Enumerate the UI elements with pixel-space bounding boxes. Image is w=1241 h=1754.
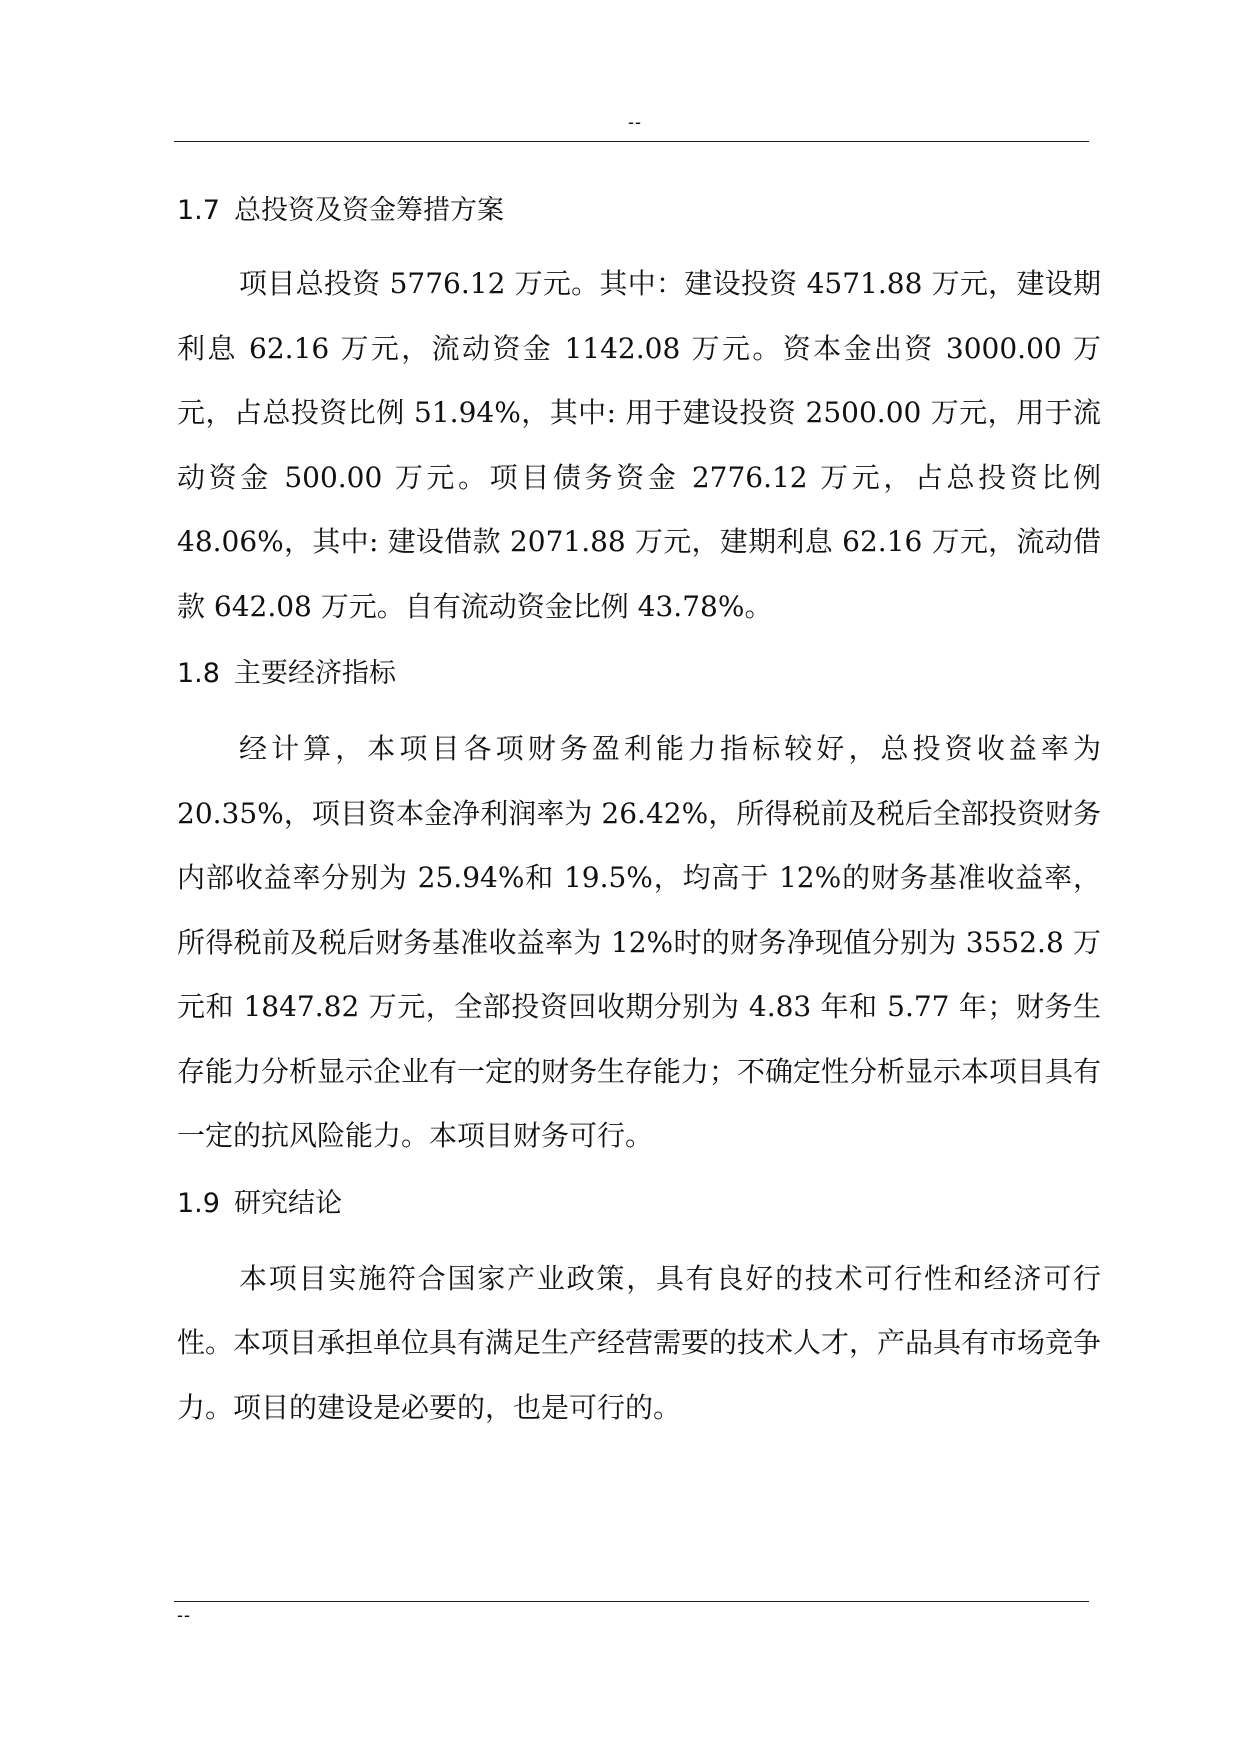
section-heading-1-7 bbox=[177, 186, 1101, 236]
section-paragraph-1-8: 经计算，本项目各项财务盈利能力指标较好，总投资收益率为 20.35%，项目资本金净利润率为 26.42%，所得税前及税后全部投资财务内部收益率分别为 25.94%和 19.5%，均高于 12%的财务基准收益率，所得税前及税后财务基准收益率为 12%时的财务净现值分别为 3552.8 万元和 1847.82 万元，全部投资回收期分别为 4.83 年和 5.77 年；财务生存能力分析显示企业有一定的财务生存能力；不确定性分析显示本项目具有一定的抗风险能力。本项目财务可行。 bbox=[177, 732, 1102, 1152]
section-paragraph-1-7: 项目总投资 5776.12 万元。其中：建设投资 4571.88 万元，建设期利息 62.16 万元，流动资金 1142.08 万元。资本金出资 3000.00 万元，占总投资比例 51.94%，其中: 用于建设投资 2500.00 万元，用于流动资金 500.00 万元。项目债务资金 2776.12 万元，占总投资比例 48.06%，其中: 建设借款 2071.88 万元，建期利息 62.16 万元，流动借款 642.08 万元。自有流动资金比例 43.78%。 bbox=[177, 267, 1101, 623]
page-footer-mark: -- bbox=[177, 1605, 191, 1625]
page-header-mark: -- bbox=[628, 112, 642, 132]
section-heading-1-9 bbox=[177, 1179, 1101, 1229]
section-title: 总投资及资金筹措方案 bbox=[233, 195, 504, 226]
section-heading-1-8 bbox=[177, 649, 1101, 699]
section-paragraph-1-9: 本项目实施符合国家产业政策，具有良好的技术可行性和经济可行性。本项目承担单位具有满足生产经营需要的技术人才，产品具有市场竞争力。项目的建设是必要的，也是可行的。 bbox=[177, 1261, 1102, 1424]
section-title: 主要经济指标 bbox=[233, 658, 396, 689]
section-number: 1.8 bbox=[177, 658, 220, 689]
header-rule bbox=[174, 141, 1089, 142]
document-body bbox=[177, 186, 1101, 1440]
section-number: 1.9 bbox=[177, 1187, 220, 1219]
footer-rule bbox=[174, 1601, 1089, 1602]
section-number: 1.7 bbox=[177, 195, 220, 226]
section-title: 研究结论 bbox=[233, 1187, 342, 1219]
